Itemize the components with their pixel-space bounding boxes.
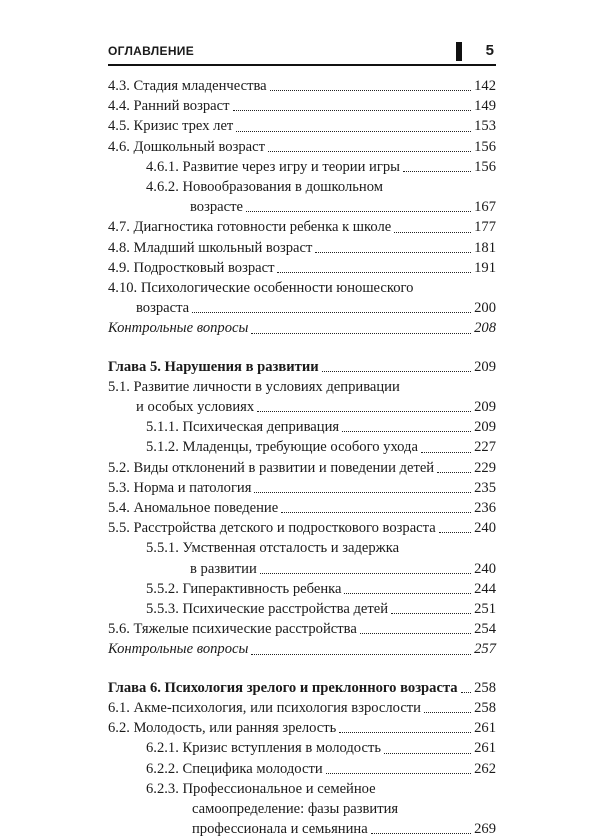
toc-entry-title: Контрольные вопросы bbox=[108, 641, 249, 658]
dot-leader bbox=[391, 613, 471, 614]
dot-leader bbox=[371, 833, 471, 834]
toc-entry-page: 262 bbox=[474, 760, 496, 777]
toc-entry-4-3[interactable] bbox=[108, 76, 496, 96]
toc-entry-5-5[interactable] bbox=[108, 518, 496, 538]
dot-leader bbox=[251, 333, 471, 334]
toc-entry-4-10[interactable] bbox=[108, 298, 496, 318]
toc-entry-6-2-3[interactable] bbox=[108, 819, 496, 839]
toc-entry-5-5-2[interactable] bbox=[108, 579, 496, 599]
table-of-contents bbox=[108, 76, 496, 839]
toc-entry-5-5-1[interactable] bbox=[108, 559, 496, 579]
toc-entry-5-2[interactable] bbox=[108, 458, 496, 478]
toc-entry-page: 156 bbox=[474, 138, 496, 155]
dot-leader bbox=[360, 633, 471, 634]
chapter-gap bbox=[108, 660, 496, 678]
toc-entry-4-8[interactable] bbox=[108, 238, 496, 258]
toc-entry-title: 5.5. Расстройства детского и подросткового возраста bbox=[108, 520, 436, 537]
toc-entry-title: 4.7. Диагностика готовности ребенка к школе bbox=[108, 219, 392, 236]
toc-entry-title: Контрольные вопросы bbox=[108, 320, 249, 337]
toc-entry-4-9[interactable] bbox=[108, 258, 496, 278]
toc-entry-title: в развитии bbox=[190, 560, 257, 577]
dot-leader bbox=[251, 654, 471, 655]
dot-leader bbox=[268, 151, 471, 152]
toc-entry-page: 258 bbox=[474, 699, 496, 716]
toc-entry-title: 4.6. Дошкольный возраст bbox=[108, 138, 265, 155]
toc-entry-title: 5.6. Тяжелые психические расстройства bbox=[108, 621, 357, 638]
toc-entry-4-6-1[interactable] bbox=[108, 157, 496, 177]
toc-entry-title: 5.1.2. Младенцы, требующие особого ухода bbox=[146, 439, 418, 456]
dot-leader bbox=[257, 411, 471, 412]
toc-entry-title: профессионала и семьянина bbox=[192, 821, 368, 838]
toc-entry-page: 153 bbox=[474, 118, 496, 135]
dot-leader bbox=[254, 492, 471, 493]
dot-leader bbox=[322, 371, 471, 372]
toc-entry-review-questions-5[interactable] bbox=[108, 639, 496, 659]
toc-entry-title: 4.8. Младший школьный возраст bbox=[108, 239, 313, 256]
toc-chapter-6[interactable] bbox=[108, 678, 496, 698]
toc-entry-title: 4.4. Ранний возраст bbox=[108, 98, 230, 115]
toc-entry-4-7[interactable] bbox=[108, 217, 496, 237]
toc-entry-5-6[interactable] bbox=[108, 619, 496, 639]
toc-entry-page: 156 bbox=[474, 158, 496, 175]
toc-entry-5-5-3[interactable] bbox=[108, 599, 496, 619]
dot-leader bbox=[394, 232, 471, 233]
dot-leader bbox=[339, 732, 471, 733]
dot-leader bbox=[403, 171, 471, 172]
toc-entry-6-2-2[interactable] bbox=[108, 759, 496, 779]
toc-entry-6-2-3-line1[interactable]: 6.2.3. Профессиональное и семейное bbox=[146, 780, 376, 797]
toc-entry-page: 240 bbox=[474, 520, 496, 537]
dot-leader bbox=[439, 532, 471, 533]
dot-leader bbox=[270, 90, 471, 91]
toc-entry-page: 167 bbox=[474, 199, 496, 216]
dot-leader bbox=[315, 252, 471, 253]
dot-leader bbox=[437, 472, 471, 473]
toc-entry-4-4[interactable] bbox=[108, 96, 496, 116]
page-number: 5 bbox=[485, 42, 494, 59]
toc-entry-4-6-2[interactable] bbox=[108, 197, 496, 217]
toc-entry-title: и особых условиях bbox=[136, 399, 255, 416]
toc-entry-page: 254 bbox=[474, 621, 496, 638]
toc-entry-title: 4.5. Кризис трех лет bbox=[108, 118, 234, 135]
toc-entry-page: 240 bbox=[474, 560, 496, 577]
toc-entry-page: 209 bbox=[474, 358, 496, 375]
toc-entry-title: 6.2.1. Кризис вступления в молодость bbox=[146, 740, 381, 757]
dot-leader bbox=[192, 312, 471, 313]
toc-entry-6-1[interactable] bbox=[108, 698, 496, 718]
dot-leader bbox=[326, 773, 471, 774]
toc-entry-page: 191 bbox=[474, 259, 496, 276]
toc-entry-title: 4.3. Стадия младенчества bbox=[108, 78, 267, 94]
dot-leader bbox=[281, 512, 471, 513]
toc-entry-page: 236 bbox=[474, 500, 496, 517]
toc-chapter-title: Глава 5. Нарушения в развитии bbox=[108, 358, 319, 375]
running-header bbox=[108, 42, 498, 64]
toc-entry-5-4[interactable] bbox=[108, 498, 496, 518]
dot-leader bbox=[233, 110, 472, 111]
toc-entry-title: 4.9. Подростковый возраст bbox=[108, 259, 275, 276]
toc-entry-page: 251 bbox=[474, 601, 496, 618]
toc-entry-page: 229 bbox=[474, 459, 496, 476]
toc-entry-page: 257 bbox=[474, 641, 496, 658]
toc-entry-review-questions-4[interactable] bbox=[108, 318, 496, 338]
toc-entry-page: 177 bbox=[474, 219, 496, 236]
dot-leader bbox=[342, 431, 471, 432]
toc-entry-4-5[interactable] bbox=[108, 116, 496, 136]
toc-entry-title: 5.2. Виды отклонений в развитии и поведении детей bbox=[108, 459, 435, 476]
toc-entry-page: 200 bbox=[474, 300, 496, 317]
toc-entry-page: 244 bbox=[474, 580, 496, 597]
toc-entry-5-1-line1[interactable]: 5.1. Развитие личности в условиях депривации bbox=[108, 378, 400, 395]
toc-entry-page: 227 bbox=[474, 439, 496, 456]
toc-entry-6-2-3-line2[interactable]: самоопределение: фазы развития bbox=[192, 800, 399, 817]
dot-leader bbox=[236, 131, 471, 132]
toc-entry-title: возрасте bbox=[190, 199, 243, 216]
toc-entry-5-3[interactable] bbox=[108, 478, 496, 498]
toc-entry-page: 269 bbox=[474, 821, 496, 838]
toc-entry-4-10-line1[interactable]: 4.10. Психологические особенности юношеского bbox=[108, 280, 414, 297]
toc-chapter-title: Глава 6. Психология зрелого и преклонного возраста bbox=[108, 679, 458, 696]
toc-entry-title: 5.1.1. Психическая депривация bbox=[146, 419, 340, 436]
dot-leader bbox=[246, 211, 471, 212]
toc-entry-page: 235 bbox=[474, 479, 496, 496]
toc-entry-title: 5.4. Аномальное поведение bbox=[108, 500, 279, 517]
toc-entry-5-5-1-line1[interactable]: 5.5.1. Умственная отсталость и задержка bbox=[146, 540, 400, 557]
toc-entry-page: 181 bbox=[474, 239, 496, 256]
toc-entry-page: 142 bbox=[474, 78, 496, 94]
toc-entry-title: 6.1. Акме-психология, или психология взрослости bbox=[108, 699, 421, 716]
toc-entry-5-1-1[interactable] bbox=[108, 417, 496, 437]
toc-entry-4-6-2-line1[interactable]: 4.6.2. Новообразования в дошкольном bbox=[146, 179, 383, 196]
dot-leader bbox=[421, 452, 471, 453]
toc-entry-title: 5.5.2. Гиперактивность ребенка bbox=[146, 580, 342, 597]
toc-entry-page: 209 bbox=[474, 419, 496, 436]
toc-entry-4-6[interactable] bbox=[108, 137, 496, 157]
toc-entry-page: 261 bbox=[474, 740, 496, 757]
running-header-title: ОГЛАВЛЕНИЕ bbox=[108, 44, 195, 58]
dot-leader bbox=[260, 573, 471, 574]
dot-leader bbox=[384, 753, 471, 754]
toc-chapter-5[interactable] bbox=[108, 357, 496, 377]
thumb-index-mark bbox=[456, 42, 462, 61]
toc-entry-title: возраста bbox=[136, 300, 190, 317]
toc-entry-5-1[interactable] bbox=[108, 397, 496, 417]
toc-entry-page: 149 bbox=[474, 98, 496, 115]
toc-entry-6-2[interactable] bbox=[108, 718, 496, 738]
toc-entry-title: 4.6.1. Развитие через игру и теории игры bbox=[146, 158, 400, 175]
dot-leader bbox=[344, 593, 471, 594]
toc-entry-title: 6.2. Молодость, или ранняя зрелость bbox=[108, 720, 337, 737]
chapter-gap bbox=[108, 339, 496, 357]
toc-entry-5-1-2[interactable] bbox=[108, 437, 496, 457]
toc-entry-title: 5.5.3. Психические расстройства детей bbox=[146, 601, 389, 618]
toc-entry-6-2-1[interactable] bbox=[108, 738, 496, 758]
toc-entry-page: 261 bbox=[474, 720, 496, 737]
dot-leader bbox=[424, 712, 471, 713]
toc-entry-title: 6.2.2. Специфика молодости bbox=[146, 760, 323, 777]
toc-entry-title: 5.3. Норма и патология bbox=[108, 479, 252, 496]
toc-entry-page: 258 bbox=[474, 679, 496, 696]
dot-leader bbox=[461, 692, 472, 693]
dot-leader bbox=[277, 272, 471, 273]
toc-entry-page: 208 bbox=[474, 320, 496, 337]
header-rule bbox=[108, 64, 496, 66]
toc-entry-page: 209 bbox=[474, 399, 496, 416]
